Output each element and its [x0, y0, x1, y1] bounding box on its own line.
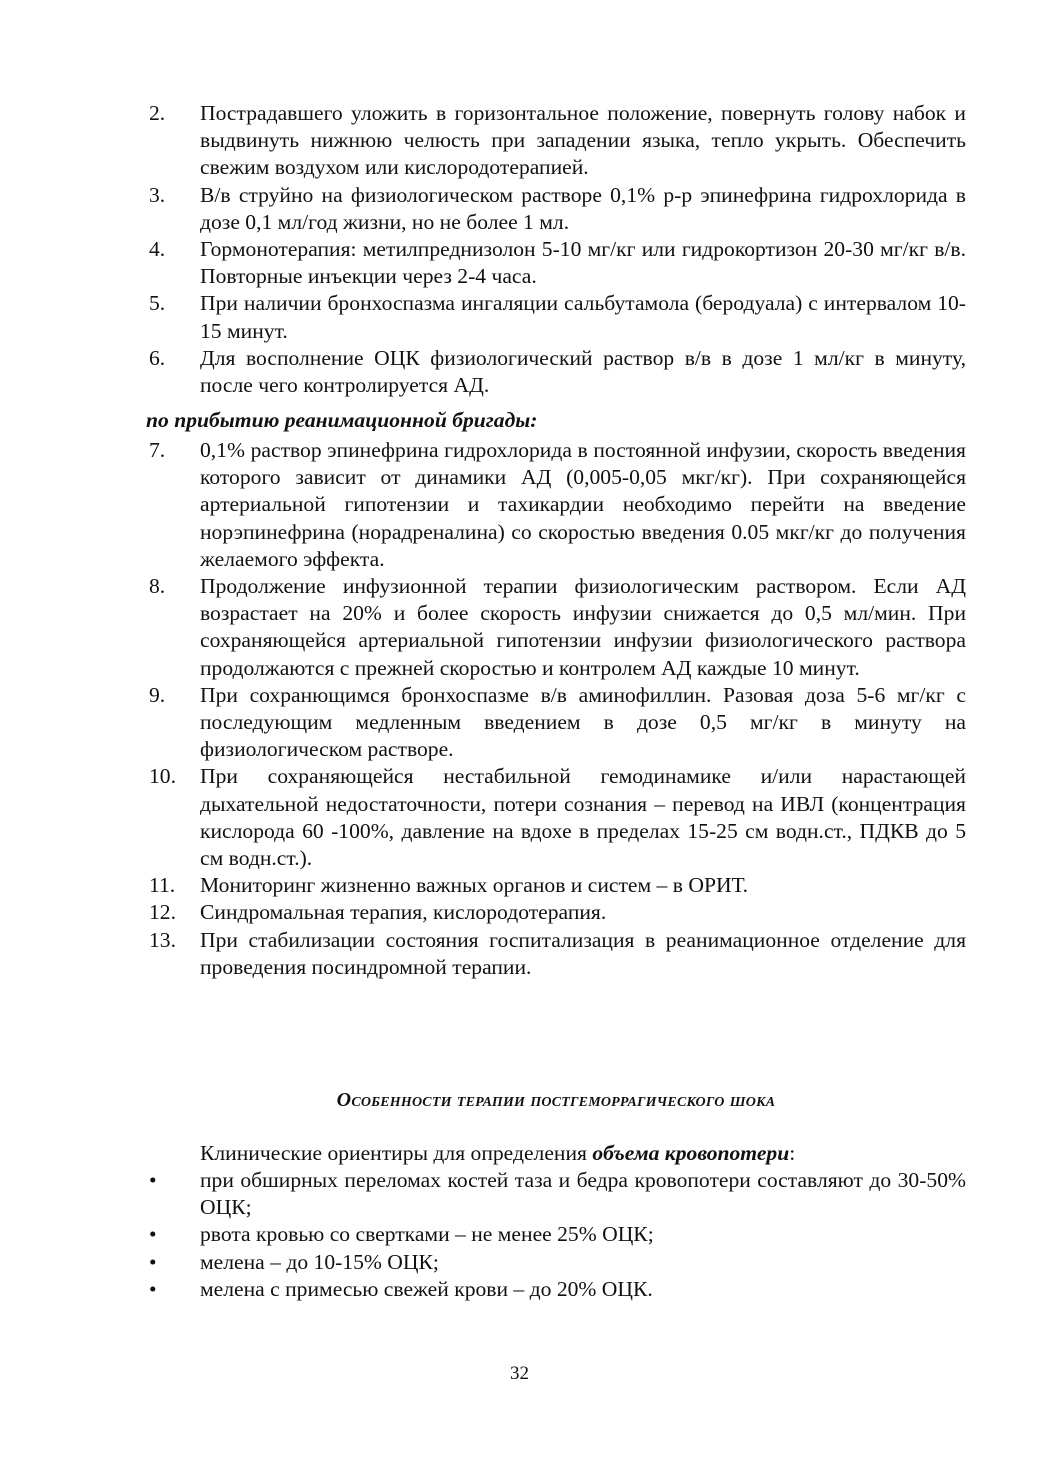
section-title: Особенности терапии постгеморрагического шока [336, 1089, 776, 1111]
intro-suffix: : [789, 1141, 796, 1165]
item-number: 9. [149, 682, 166, 707]
numbered-list-mid [146, 437, 966, 981]
list-item [146, 345, 966, 399]
bullet-mark: • [149, 1168, 157, 1192]
item-text: В/в струйно на физиологическом растворе 0,1% р-р эпинефрина гидрохлорида в дозе 0,1 мл/год жизни, но не более 1 мл. [200, 182, 966, 234]
bullet-item [146, 1221, 966, 1248]
list-item [146, 236, 966, 290]
list-item [146, 573, 966, 682]
item-text: При сохранющимся бронхоспазме в/в аминофиллин. Разовая доза 5-6 мг/кг с последующим медленным введением в дозе 0,5 мг/кг в минуту на физиологическом растворе. [200, 682, 966, 762]
item-number: 11. [149, 873, 176, 898]
item-text: Продолжение инфузионной терапии физиологическим раствором. Если АД возрастает на 20% и более скорость инфузии снижается до 0,5 мл/мин. При сохраняющейся артериальной гипотензии инфузии физиологического раствора продолжаются с прежней скоростью и контролем АД каждые 10 минут. [200, 574, 966, 680]
item-number: 2. [149, 101, 166, 125]
list-item [146, 763, 966, 872]
item-number: 3. [149, 182, 166, 207]
list-item [146, 682, 966, 764]
list-item [146, 182, 966, 236]
numbered-list-top [146, 100, 966, 399]
intro-paragraph [200, 1140, 795, 1167]
bullet-item [146, 1249, 966, 1276]
list-item [146, 899, 966, 926]
item-text: Мониторинг жизненно важных органов и систем – в ОРИТ. [200, 873, 748, 898]
item-number: 5. [149, 291, 166, 316]
list-item [146, 437, 966, 573]
intro-emphasis: объема кровопотери [592, 1141, 790, 1165]
item-number: 10. [149, 764, 176, 789]
bullet-mark: • [149, 1222, 157, 1247]
list-item [146, 872, 966, 899]
bullet-mark: • [149, 1249, 157, 1274]
item-text: 0,1% раствор эпинефрина гидрохлорида в постоянной инфузии, скорость введения которого зависит от динамики АД (0,005-0,05 мкг/кг). При сохраняющейся артериальной гипотензии и тахикардии необходимо перейти на введение норэпинефрина (норадреналина) со скоростью введения 0.05 мкг/кг до получения желаемого эффекта. [200, 438, 966, 571]
item-text: Синдромальная терапия, кислородотерапия. [200, 900, 607, 925]
item-number: 7. [149, 438, 166, 462]
page-number: 32 [510, 1363, 529, 1384]
list-item [146, 927, 966, 981]
item-number: 6. [149, 345, 166, 370]
item-text: При сохраняющейся нестабильной гемодинамике и/или нарастающей дыхательной недостаточности, потери сознания – перевод на ИВЛ (концентрация кислорода 60 -100%, давление на вдохе в пределах 15-25 см водн.ст., ПДКВ до 5 см водн.ст.). [200, 764, 966, 871]
subheading: по прибытию реанимационной бригады: [146, 408, 538, 432]
list-item [146, 290, 966, 344]
item-text: При наличии бронхоспазма ингаляции сальбутамола (беродуала) с интервалом 10-15 минут. [200, 291, 966, 343]
bullet-text: мелена – до 10-15% ОЦК; [200, 1249, 439, 1274]
bullet-mark: • [149, 1276, 157, 1301]
item-text: Для восполнение ОЦК физиологический раствор в/в в дозе 1 мл/кг в минуту, после чего контролируется АД. [200, 345, 966, 398]
item-number: 13. [149, 927, 176, 952]
item-text: При стабилизации состояния госпитализация в реанимационное отделение для проведения посиндромной терапии. [200, 927, 966, 979]
bullet-text: при обширных переломах костей таза и бедра кровопотери составляют до 30-50% ОЦК; [200, 1168, 966, 1220]
list-item [146, 100, 966, 182]
bullet-text: мелена с примесью свежей крови – до 20% ОЦК. [200, 1276, 653, 1301]
bullet-text: рвота кровью со свертками – не менее 25% ОЦК; [200, 1222, 654, 1247]
bullet-item [146, 1167, 966, 1221]
item-text: Гормонотерапия: метилпреднизолон 5-10 мг/кг или гидрокортизон 20-30 мг/кг в/в. Повторные инъекции через 2-4 часа. [200, 237, 966, 289]
item-number: 4. [149, 237, 166, 262]
item-text: Пострадавшего уложить в горизонтальное положение, повернуть голову набок и выдвинуть нижнюю челюсть при западении языка, тепло укрыть. Обеспечить свежим воздухом или кислородотерапией. [200, 101, 966, 180]
item-number: 8. [149, 574, 166, 599]
bullet-item [146, 1276, 966, 1303]
intro-text: Клинические ориентиры для определения [200, 1141, 593, 1165]
bullet-list [146, 1167, 966, 1303]
item-number: 12. [149, 900, 176, 925]
